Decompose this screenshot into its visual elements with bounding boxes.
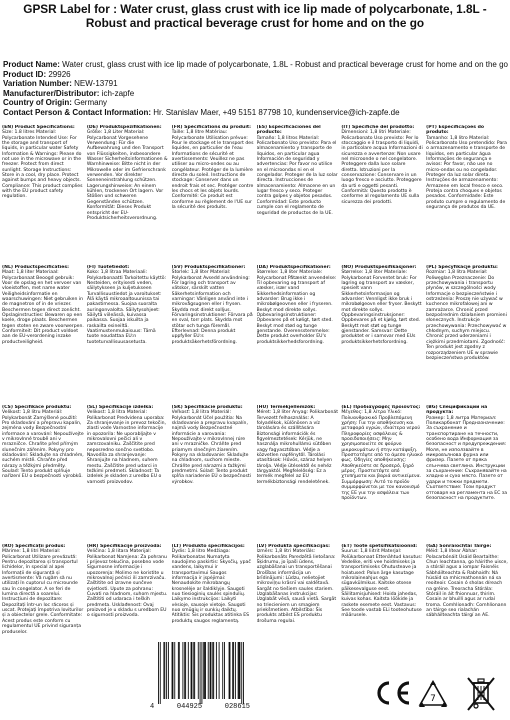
spec-block-nl: (NL) Productspecificaties: Maat: 1,8 liter Materiaal: Polycarbonaat Beoogd gebruik: Voor de opslag en het vervoer van vloeistoffen, met name water Veiligheidsinformatie en waarschuwingen: Niet gebruiken in de magnetron of in de vriezer. Beschermen tegen direct zonlicht. Opslaginstructies: Bewaren op een koele, droge plaats. Beschermen tegen stoten en zware voorwerpen. Conformiteit: Dit product voldoet aan de EU-verordening inzake productveiligheid. <box>2 265 84 345</box>
spec-block-de: (DE) Produktspezifikationen: Größe: 1,8 Liter Material: Polycarbonat Vorgesehene Verwendung: Für die Aufbewahrung und den Transport von Flüssigkeiten, insbesondere Wasser Sicherheitsinformationen & Warnhinweise: Bitte nicht in der Mikrowelle oder im Gefrierschrank verwenden. Vor direkter Sonneneinstrahlung schützen. Lagerungshinweise: An einem kühlen, trockenen Ort lagern. Vor Stößen und schweren Gegenständen schützen. Konformität: Dieses Produkt entspricht der EU-Produktsicherheitsverordnung. <box>86 125 168 221</box>
variation-label: Variation Number: <box>3 79 72 89</box>
barcode-bar <box>168 642 169 699</box>
barcode-bar <box>160 642 161 704</box>
label-title: GPSR Label for : Water crust, glass crust with ice lip made of polycarbonate, 1.8L - Robust and practical beverage crust for home and on the go <box>23 2 487 30</box>
barcode-bars <box>158 642 244 704</box>
barcode-bar <box>216 642 217 699</box>
contact-value: Hr. Stanislav Maer, +49 5151 87798 10, kundenservice@ich-zapfe.de <box>153 107 400 117</box>
spec-block-et: (ET) Toote spetsifikatsioonid: Suurus: 1,8 liitrit Materjal: Polükarbonaat Ettenähtud kasutus: Vedelike, eriti vee hoidmiseks ja transportimiseks Ohutusteave ja hoiatused: Palun ärge kasutage mikrolaineahjus ega sügavkülmikus. Kaitske otsese päikesevalguse eest. Säilitamisjuhised: Hoida jahedas, kuivas kohas. Kaitsta löökide ja raskete esemete eest. Vastavus: See toode vastab ELi tooteohutuse määrusele. <box>341 544 423 619</box>
barcode-bar <box>178 642 179 699</box>
manufacturer-value: ich-zapfe <box>101 88 135 98</box>
barcode-bar <box>164 642 165 699</box>
product-info <box>3 60 508 118</box>
spec-block-hu: (HU) Termékjellemzők: Méret: 1,8 liter Anyag: Polikarbonát Tervezett felhasználás: A folyadékok, különösen a víz tárolására és szállítására Biztonsági információk és figyelmeztetések: Kérjük, ne használja mikrohullámú sütőben vagy fagyasztóban. Védje a közvetlen napfénytől. Tárolási utasítások: Hűvös, száraz helyen tárolja. Védje ütésektől és nehéz tárgyaktól. Megfelelőség: Ez a termék megfelel az EU termékbiztonsági rendeletének. <box>256 405 339 485</box>
barcode-bar <box>211 642 212 699</box>
barcode-bar <box>166 642 167 699</box>
spec-grid-row-4 <box>2 544 508 637</box>
barcode-bar <box>203 642 204 699</box>
barcode-bar <box>174 642 175 699</box>
barcode-bar <box>179 642 180 699</box>
barcode-bar <box>233 642 234 699</box>
spec-block-sv: (SV) Produktspecifikationer: Storlek: 1,8 liter Material: Polykarbonat Avsedd användning: För lagring och transport av vätskor, särskilt vatten Säkerhetsinformation och varningar: Vänligen använd inte i mikrovågsugnen eller i frysen. Skydda mot direkt solljus. Förvaringsinstruktioner: Förvara på en sval, torr plats. Skydda mot stötar och tunga föremål. Efterlevnad: Denna produkt uppfyller EU:s produktsäkerhetsförordning. <box>171 265 253 345</box>
barcode-bar <box>188 642 189 699</box>
barcode-bar <box>213 642 214 699</box>
product-name-row <box>3 60 508 70</box>
barcode-bar <box>172 642 173 699</box>
barcode-bar <box>163 642 164 699</box>
spec-block-lt: (LT) Produkto specifikacijos: Dydis: 1,8 litro Medžiaga: Polikarbonatas Numatyta naudojimo paskirtis: Skysčių, ypač vandens, laikymui ir transportavimui Saugos informacija ir įspėjimai: Nenaudokite mikrobangų krosnelėje ar šaldiklyje. Saugoti nuo tiesioginių saulės spindulių. Laikymo instrukcijos: Laikyti vėsioje, sausoje vietoje. Saugoti nuo smūgių ir sunkių daiktų. Atitiktis: Šis produktas atitinka ES produktų saugos reglamentą. <box>171 544 251 624</box>
barcode-bar <box>184 642 185 699</box>
barcode-bar <box>210 642 211 699</box>
barcode-bar <box>235 642 236 699</box>
manufacturer-label: Manufacturer/Distributor: <box>3 88 100 98</box>
barcode-digit-right: 028615 <box>224 703 250 711</box>
barcode-bar <box>243 642 244 704</box>
barcode-bar <box>194 642 195 699</box>
barcode-bar <box>201 642 202 704</box>
spec-block-hr: (HR) Specifikacije proizvoda: Veličina: 1,8 litara Materijal: Polikarbonat Namjena: Za pohranu i prijevoz tekućina, posebno vode Sigurnosne informacije i upozorenja: Molimo ne koristite u mikrovalnoj pećnici ili zamrzivaču. Zaštitite od izravne sunčeve svjetlosti. Upute za pohranu: Čuvati na hladnom, suhom mjestu. Zaštititi od udaraca i teških predmeta. Usklađenost: Ovaj proizvod je u skladu s uredbom EU o sigurnosti proizvoda. <box>86 544 168 619</box>
barcode-bar <box>241 642 242 704</box>
spec-block-da: (DA) Produktspecifikationer: Størrelse: 1,8 liter Materiale: Polycarbonat Påtænkt anvendelse: Til opbevaring og transport af væsker, især vand Sikkerhedsinformation og advarsler: Brug ikke i mikrobølgeovnen eller i fryseren. Beskyt mod direkte sollys. Opbevaringsinstruktioner: Opbevares på et køligt, tørt sted. Beskyt mod stød og tunge genstande. Overensstemmelse: Dette produkt overholder EU's produktsikkerhedsforordning. <box>256 265 337 345</box>
barcode-digits <box>150 703 250 711</box>
spec-block-en: (EN) Product Specifications: Size: 1.8 litres Material: Polycarbonate Intended Use: For the storage and transport of liquids, in particular water Safety Information & Warnings: Please do not use in the microwave or in the freezer. Protect from direct sunlight. Storage Instructions: Store in a cool, dry place. Protect against bumps and heavy objects. Compliance: This product complies with the EU product safety regulation. <box>2 125 83 200</box>
crossed-bin-icon <box>464 674 498 714</box>
barcode-bar <box>205 642 206 699</box>
spec-block-pt: (PT) Especificações do produto: Tamanho: 1,8 litro Material: Policarbonato Uso pretendido: Para o armazenamento e transporte de líquidos, em particular água Informações de segurança e avisos: Por favor, não use no micro-ondas ou no congelador. Proteger da luz solar direta. Instruções de armazenamento: Armazene em local fresco e seco. Proteja contra choques e objetos pesados. Conformidade: Este produto cumpre o regulamento de segurança de produtos da UE. <box>426 125 507 211</box>
barcode-bar <box>239 642 240 699</box>
barcode-bar <box>185 642 186 699</box>
product-id-value: 29926 <box>48 69 71 79</box>
barcode-bar <box>191 642 192 699</box>
ce-mark-icon <box>372 680 412 706</box>
origin-label: Country of Origin: <box>3 98 72 108</box>
barcode-bar <box>230 642 231 699</box>
product-id-label: Product ID: <box>3 69 47 79</box>
spec-grid-row-1 <box>2 125 508 259</box>
barcode-bar <box>182 642 183 699</box>
label-footer <box>150 640 510 720</box>
spec-block-es: (ES) Especificaciones del producto: Tamaño: 1,8 litros Material: Policarbonato Uso previsto: Para el almacenamiento y transporte de líquidos, en particular agua Información de seguridad y advertencias: Por favor no utilice en el microondas ni en el congelador. Proteger de la luz solar directa. Instrucciones de almacenamiento: Almacene en un lugar fresco y seco. Proteger contra golpes y objetos pesados. Conformidad: Este producto cumple con el reglamento de seguridad de productos de la UE. <box>256 125 338 216</box>
variation-value: NEW-13791 <box>74 79 118 89</box>
barcode-bar <box>193 642 194 699</box>
barcode-bar <box>204 642 205 699</box>
contact-row <box>3 108 508 118</box>
barcode-bar <box>224 642 225 699</box>
spec-grid-row-2 <box>2 265 508 399</box>
spec-block-cs: (CS) Specifikace produktu: Velikost: 1,8 litru Materiál: Polykarbonát Zamýšlené použití: Pro skladování a přepravu kapalin, zejména vody Bezpečnostní informace a varování: Nepoužívejte v mikrovlnné troubě ani v mrazničce. Chraňte před přímým slunečním zářením. Pokyny pro skladování: Skladujte na chladném, suchém místě. Chraňte před nárazy a těžkými předměty. Soulad: Tento produkt splňuje nařízení EU o bezpečnosti výrobků. <box>2 405 84 480</box>
barcode-bar <box>191 642 192 699</box>
spec-block-it: (IT) Specifiche del prodotto: Dimensioni: 1,8 litri Materiale: Policarbonato Uso previsto: Per lo stoccaggio e il trasporto di liquidi, in particolare acqua Informazioni di sicurezza e avvertenze: Non usare nel microonde o nel congelatore. Proteggere dalla luce solare diretta. Istruzioni per la conservazione: Conservare in un luogo fresco e asciutto. Proteggere da urti e oggetti pesanti. Conformità: Questo prodotto è conforme al regolamento UE sulla sicurezza dei prodotti. <box>341 125 423 205</box>
barcode-digit-left: 044925 <box>176 703 203 711</box>
spec-block-lv: (LV) Produkta specifikācijas: Izmērs: 1,8 litri Materiāls: Polikarbonāts Paredzētā lietošana: Šķidrumu, jo īpaši ūdens, uzglabāšanai un transportēšanai Drošības informācija un brīdinājumi: Lūdzu, nelietojiet mikroviļņu krāsnī vai saldētavā. Sargāt no tiešiem saules stariem. Uzglabāšanas instrukcijas: Uzglabāt vēsā, sausā vietā. Sargāt no triecieniem un smagiem priekšmetiem. Atbilstība: Šis produkts atbilst ES produktu drošuma regulai. <box>256 544 337 624</box>
barcode-digit-prefix: 4 <box>150 703 155 711</box>
barcode-bar <box>232 642 233 699</box>
barcode-bar <box>200 642 201 704</box>
spec-block-sk: (SK) Špecifikácie produktu: Veľkosť: 1,8 litra Materiál: Polykarbonát Účel použitia: Na skladovanie a prepravu kvapalín, najmä vody Bezpečnostné informácie a varovania: Nepoužívajte v mikrovlnnej rúre ani v mrazničke. Chráňte pred priamym slnečným žiarením. Pokyny na skladovanie: Skladujte na chladnom, suchom mieste. Chráňte pred nárazmi a ťažkými predmetmi. Súlad: Tento produkt spĺňa nariadenie EÚ o bezpečnosti výrobkov. <box>171 405 251 485</box>
product-id-row <box>3 70 508 80</box>
barcode-bar <box>229 642 230 699</box>
spec-grid-row-3 <box>2 405 508 539</box>
ean-barcode <box>150 640 250 718</box>
product-name-value: Water crust, glass crust with ice lip made of polycarbonate, 1.8L - Robust and practical beverage crust for home and on the go <box>62 60 508 69</box>
spec-block-fr: (FR) Spécifications du produit: Taille: 1,8 litre Matériau: Polycarbonate Utilisation prévue: Pour le stockage et le transport des liquides, en particulier de l'eau Informations de sécurité et avertissements: Veuillez ne pas utiliser au micro-ondes ou au congélateur. Protéger de la lumière directe du soleil. Instructions de stockage: Conserver dans un endroit frais et sec. Protéger contre les chocs et les objets lourds. Conformité: Ce produit est conforme au règlement de l'UE sur la sécurité des produits. <box>171 125 254 211</box>
contact-label: Contact Person & Contact Information: <box>3 107 152 117</box>
manufacturer-row <box>3 89 508 99</box>
recycle-code: 7 <box>430 694 436 704</box>
variation-row <box>3 79 508 89</box>
spec-block-pl: (PL) Specyfikacje produktu: Rozmiar: 1,8 litra Materiał: Poliwęglan Przeznaczenie: Do przechowywania i transportu płynów, w szczególności wody Informacje o bezpieczeństwie i ostrzeżenia: Proszę nie używać w kuchence mikrofalowej ani w zamrażarce. Chronić przed bezpośrednim działaniem promieni słonecznych. Instrukcje przechowywania: Przechowywać w chłodnym, suchym miejscu. Chronić przed uderzeniami i ciężkimi przedmiotami. Zgodność: Ten produkt jest zgodny z rozporządzeniem UE w sprawie bezpieczeństwa produktów. <box>426 265 507 361</box>
spec-block-no: (NO) Produktspesifikasjoner: Størrelse: 1,8 liter Materiale: Polykarbonat Forventet bruk: For lagring og transport av væsker, spesielt vann Sikkerhetsinformasjon og advarsler: Vennligst ikke bruk i mikrobølgeovn eller fryser. Beskytt mot direkte sollys. Oppbevaringsinstruksjoner: Oppbevares på et kjølig, tørt sted. Beskytt mot støt og tunge gjenstander. Samsvar: Dette produktet er i samsvar med EUs produktsikkerhetsforordning. <box>341 265 422 345</box>
spec-block-ro: (RO) Specificații produs: Mărime: 1,8 litri Material: Policarbonat Utilizare prevăzută: Pentru depozitarea și transportul lichidelor, în special al apei Informații de siguranță și avertismente: Vă rugăm să nu utilizați în cuptorul cu microunde sau în congelator. A se feri de lumina directă a soarelui. Instrucțiuni de depozitare: Depozitați într-un loc răcoros și uscat. Protejați împotriva loviturilor și a obiectelor grele. Conformitate: Acest produs este conform cu regulamentul UE privind siguranța produselor. <box>2 544 84 635</box>
barcode-bar <box>238 642 239 699</box>
barcode-bar <box>172 642 173 699</box>
barcode-bar <box>222 642 223 699</box>
spec-block-fi: (FI) Tuotetiedot: Koko: 1,8 litraa Materiaali: Polykarbonaatti Tarkoitettu käyttö: Nesteiden, erityisesti veden, säilytykseen ja kuljetukseen Turvallisuustiedot ja varoitukset: Älä käytä mikroaaltouunissa tai pakastimessa. Suojaa suoralta auringonvalolta. Säilytysohjeet: Säilytä viileässä, kuivassa paikassa. Suojaa iskuilta ja raskailta esineiltä. Vaatimustenmukaisuus: Tämä tuote noudattaa EU:n tuoteturvallisuusasetusta. <box>86 265 167 345</box>
barcode-bar <box>198 642 199 699</box>
spec-block-el: (EL) Προδιαγραφές προϊόντος: Μέγεθος: 1,8 λίτρα Υλικό: Πολυανθρακικό Προβλεπόμενη χρήση: Για την αποθήκευση και μεταφορά υγρών, ιδιαίτερα νερού Πληροφορίες ασφάλειας & προειδοποιήσεις: Μην χρησιμοποιείτε σε φούρνο μικροκυμάτων ή στην κατάψυξη. Προστατέψτε από το άμεσο ηλιακό φως. Οδηγίες αποθήκευσης: Αποθηκεύστε σε δροσερό, ξηρό μέρος. Προστατέψτε από χτυπήματα και βαριά αντικείμενα. Συμμόρφωση: Αυτό το προϊόν συμμορφώνεται με τον κανονισμό της ΕΕ για την ασφάλεια των προϊόντων. <box>341 405 423 501</box>
spec-block-ga: (GA) Sonraíochtaí Táirge: Méid: 1,8 lítear Ábhar: Polacarbónáit Úsáid Beartaithe: Chun leachtanna, go háirithe uisce, a stóráil agus a iompar Faisnéis Sábháilteachta & Rabhaidh: Ná húsáid sa mhicreathonnán ná sa reoiteoir. Cosain ó sholas díreach na gréine. Treoracha Stórála: Stóráil in áit fhionnuar, thirim. Cosain ar bhuillí agus ar rudaí troma. Comhlíonadh: Comhlíonann an táirge seo rialachán sábháilteachta táirgí an AE. <box>426 544 508 619</box>
product-name-label: Product Name: <box>3 60 60 69</box>
barcode-bar <box>219 642 220 699</box>
spec-block-bg: (BG) Спецификации на продукта: Размер: 1,8 литра Материал: Поликарбонат Предназначение: За съхранение и транспортиране на течности, особено вода Информация за безопасност и предупреждения: Моля, не използвайте в микровълнова фурна или фризер. Пазете от пряка слънчева светлина. Инструкции за съхранение: Съхранявайте на хладно и сухо място. Пазете от удари и тежки предмети. Съответствие: Този продукт отговаря на регламента на ЕС за безопасност на продуктите. <box>426 405 508 501</box>
spec-block-sl: (SL) Specifikacije izdelka: Velikost: 1,8 litra Material: Polikarbonat Predvidena uporaba: Za shranjevanje in prevoz tekočin, zlasti vode Varnostne informacije in opozorila: Ne uporabljajte v mikrovalovni pečici ali v zamrzovalniku. Zaščitite pred neposredno sončno svetlobo. Navodila za shranjevanje: Shranjujte na hladnem, suhem mestu. Zaščitite pred udarci in težkimi predmeti. Skladnost: Ta izdelek je skladen z uredbo EU o varnosti proizvodov. <box>86 405 166 485</box>
barcode-bar <box>208 642 209 699</box>
barcode-bar <box>239 642 240 699</box>
origin-row <box>3 98 508 108</box>
barcode-bar <box>212 642 213 699</box>
recycle-icon <box>416 678 450 712</box>
barcode-bar <box>158 642 159 704</box>
origin-value: Germany <box>74 98 108 108</box>
